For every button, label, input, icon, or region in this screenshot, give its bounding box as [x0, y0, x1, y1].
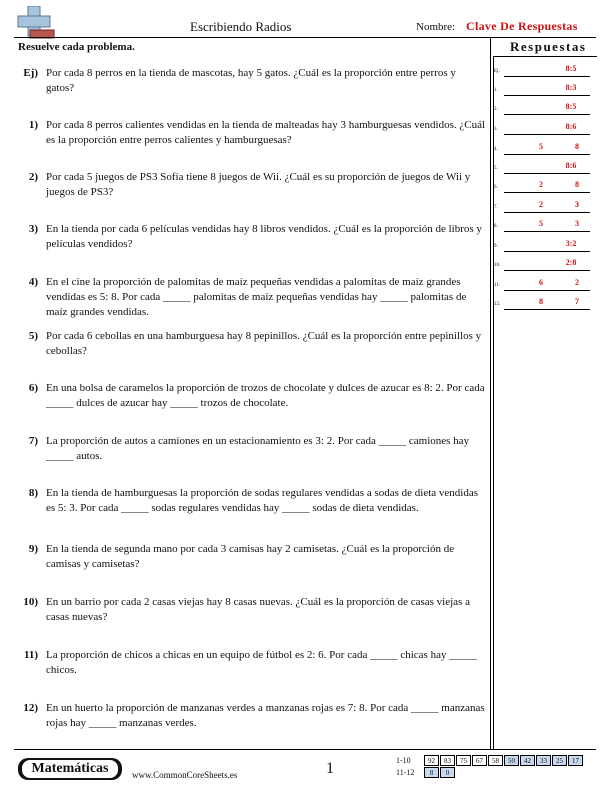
problem-text: En la tienda por cada 6 películas vendidas hay 8 libros vendidos. ¿Cuál es la proporción de libros y películas vendidos? — [46, 223, 482, 250]
answers-heading: Respuestas — [510, 39, 587, 54]
problem-text: Por cada 5 juegos de PS3 Sofía tiene 8 juegos de Wii. ¿Cuál es su proporción de juegos de Wii y juegos de PS3? — [46, 171, 471, 198]
answer-number: 11. — [494, 283, 501, 288]
answer-value-first: 5 — [539, 142, 543, 151]
score-cell: 17 — [568, 755, 583, 766]
answer-number: 6. — [494, 185, 498, 190]
problem-number: 11) — [23, 649, 38, 661]
answer-number: 5. — [494, 166, 498, 171]
problem-number: 3) — [28, 223, 38, 235]
instructions: Resuelve cada problema. — [18, 41, 135, 53]
score-row-label: 1-10 — [396, 756, 411, 765]
answer-number: 12. — [494, 302, 501, 307]
answer-row — [494, 179, 594, 195]
answer-line — [504, 134, 590, 135]
answer-value: 8:3 — [565, 83, 577, 92]
answer-line — [504, 290, 590, 291]
score-cell: 42 — [520, 755, 535, 766]
problem-number: 6) — [28, 382, 38, 394]
answer-line — [504, 114, 590, 115]
answer-value-second: 7 — [575, 297, 579, 306]
answer-line — [504, 270, 590, 271]
answer-number: 7. — [494, 205, 498, 210]
score-cell: 75 — [456, 755, 471, 766]
name-value: Clave De Respuestas — [466, 19, 578, 33]
problem-number: 8) — [28, 487, 38, 499]
problem-number: 12) — [23, 702, 38, 714]
problem-number: 9) — [28, 543, 38, 555]
answer-line — [504, 212, 590, 213]
subject-badge-label: Matemáticas — [22, 760, 118, 778]
answer-row — [494, 160, 594, 176]
answer-row — [494, 296, 594, 312]
problem-text: La proporción de autos a camiones en un estacionamiento es 3: 2. Por cada _____ camiones hay _____ autos. — [46, 435, 470, 462]
answer-row — [494, 101, 594, 117]
problem-number: Ej) — [23, 67, 38, 79]
plus-logo-icon — [16, 6, 56, 40]
score-row-label: 11-12 — [396, 768, 415, 777]
page-number: 1 — [326, 760, 334, 777]
score-cell: 8 — [424, 767, 439, 778]
answer-row — [494, 277, 594, 293]
answer-value-second: 3 — [575, 219, 579, 228]
answers-heading-underline — [493, 56, 597, 57]
problem-text: La proporción de chicos a chicas en un equipo de fútbol es 2: 6. Por cada _____ chicas hay _____ chicos. — [46, 649, 477, 676]
problem-number: 5) — [28, 330, 38, 342]
footer-divider — [14, 749, 596, 750]
answer-value: 3:2 — [565, 239, 577, 248]
score-cell: 58 — [488, 755, 503, 766]
answer-value: 8:6 — [565, 161, 577, 170]
problem-text: En la tienda de segunda mano por cada 3 camisas hay 2 camisetas. ¿Cuál es la proporción de camisas y camisetas? — [46, 543, 455, 570]
problem-number: 10) — [23, 596, 38, 608]
problem-number: 4) — [28, 276, 38, 288]
answer-line — [504, 76, 590, 77]
answer-number: 1. — [494, 88, 498, 93]
answer-number: 4. — [494, 147, 498, 152]
answer-value-first: 2 — [539, 180, 543, 189]
answer-value-second: 8 — [575, 180, 579, 189]
answer-number: 10. — [494, 263, 501, 268]
score-cell: 67 — [472, 755, 487, 766]
answer-value-first: 8 — [539, 297, 543, 306]
answer-value: 8:6 — [565, 122, 577, 131]
answer-value: 2:8 — [565, 258, 577, 267]
problem-text: Por cada 8 perros en la tienda de mascotas, hay 5 gatos. ¿Cuál es la proporción entre perros y gatos? — [46, 67, 456, 94]
answer-value-second: 8 — [575, 142, 579, 151]
answer-line — [504, 95, 590, 96]
answer-row — [494, 218, 594, 234]
score-cell: 92 — [424, 755, 439, 766]
problem-number: 1) — [28, 119, 38, 131]
answer-number: 9. — [494, 244, 498, 249]
problem-number: 7) — [28, 435, 38, 447]
score-cell: 83 — [440, 755, 455, 766]
answer-value-second: 3 — [575, 200, 579, 209]
answer-line — [504, 173, 590, 174]
answer-value-second: 2 — [575, 278, 579, 287]
answer-line — [504, 192, 590, 193]
answer-line — [504, 231, 590, 232]
problem-text: En la tienda de hamburguesas la proporción de sodas regulares vendidas a sodas de dieta vendidas es 5: 3. Por cada _____ sodas regulares vendidas hay _____ sodas de dieta vendidas. — [46, 487, 479, 514]
answer-row — [494, 257, 594, 273]
score-cell: 50 — [504, 755, 519, 766]
answer-column-divider — [490, 37, 491, 749]
answer-row — [494, 82, 594, 98]
score-cell: 33 — [536, 755, 551, 766]
answer-row — [494, 141, 594, 157]
problem-number: 2) — [28, 171, 38, 183]
answer-number: Ej. — [494, 69, 500, 74]
score-cell: 0 — [440, 767, 455, 778]
page-title: Escribiendo Radios — [190, 19, 292, 34]
answer-line — [504, 251, 590, 252]
answer-row — [494, 238, 594, 254]
answer-number: 2. — [494, 107, 498, 112]
answer-row — [494, 63, 594, 79]
site-url: www.CommonCoreSheets.es — [132, 770, 238, 780]
answer-value-first: 5 — [539, 219, 543, 228]
name-label: Nombre: — [416, 21, 456, 33]
problem-text: En un barrio por cada 2 casas viejas hay 8 casas nuevas. ¿Cuál es la proporción de casas viejas a casas nuevas? — [46, 596, 470, 623]
answer-number: 3. — [494, 127, 498, 132]
answer-value: 8:5 — [565, 64, 577, 73]
problem-text: En una bolsa de caramelos la proporción de trozos de chocolate y dulces de azucar es 8: 2. Por cada _____ dulces de azucar hay _____ trozos de chocolate. — [46, 382, 485, 409]
problem-text: En un huerto la proporción de manzanas verdes a manzanas rojas es 7: 8. Por cada _____ manzanas rojas hay _____ manzanas verdes. — [46, 702, 485, 729]
answer-value-first: 2 — [539, 200, 543, 209]
problem-text: Por cada 6 cebollas en una hamburguesa hay 8 pepinillos. ¿Cuál es la proporción entre pepinillos y cebollas? — [46, 330, 482, 357]
answer-number: 8. — [494, 224, 498, 229]
answer-row — [494, 121, 594, 137]
answer-value: 8:5 — [565, 102, 577, 111]
problem-text: En el cine la proporción de palomitas de maíz pequeñas vendidas a palomitas de maíz grandes vendidas es 5: 8. Por cada _____ palomitas de maíz pequeñas vendidas hay _____ palomitas de maíz grandes vendidas. — [46, 276, 467, 318]
answer-line — [504, 309, 590, 310]
answer-row — [494, 199, 594, 215]
header-divider — [14, 37, 596, 38]
problem-text: Por cada 8 perros calientes vendidas en la tienda de malteadas hay 3 hamburguesas vendidos. ¿Cuál es la proporción entre perros calientes y hamburguesas? — [46, 119, 486, 146]
score-cell: 25 — [552, 755, 567, 766]
answer-value-first: 6 — [539, 278, 543, 287]
answer-line — [504, 154, 590, 155]
